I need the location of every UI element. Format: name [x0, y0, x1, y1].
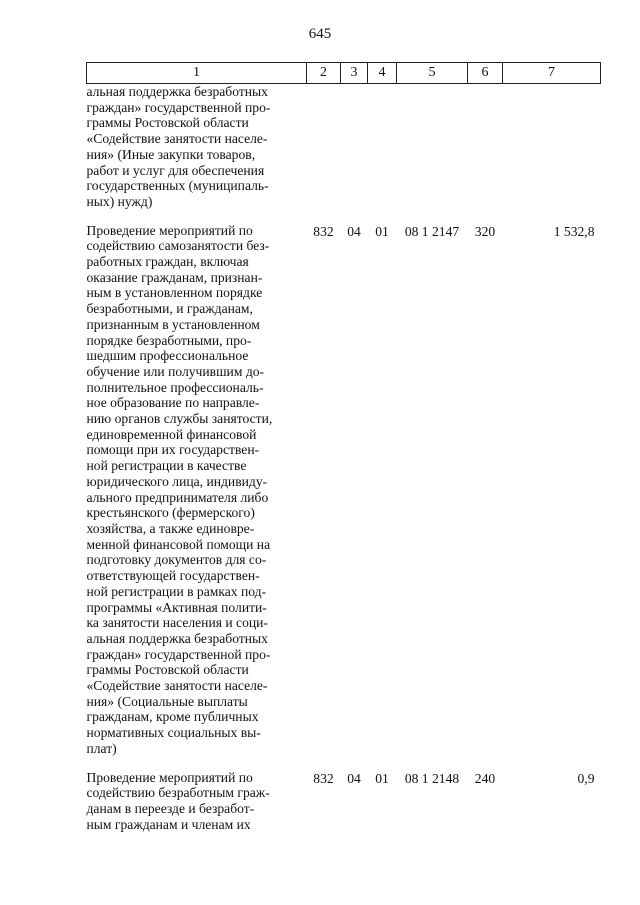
section-code: 04: [347, 223, 361, 239]
description-line: порядке безработными, про-: [86, 332, 252, 348]
description-line: помощи при их государствен-: [86, 442, 260, 458]
description-line: граждан» государственной про-: [86, 99, 271, 115]
column-header-1: 1: [87, 63, 307, 84]
description-line: граммы Ростовской области: [86, 115, 249, 131]
budget-table: [86, 62, 601, 845]
description-line: ка занятости населения и соци-: [86, 615, 268, 631]
description-line: работных граждан, включая: [86, 254, 249, 270]
description-line: ния» (Иные закупки товаров,: [86, 146, 256, 162]
ministry-code: 832: [313, 223, 334, 239]
page-number: 645: [308, 26, 332, 42]
ministry-code: 832: [313, 770, 334, 786]
description-line: ным в установленном порядке: [86, 285, 263, 301]
description-line: Проведение мероприятий по: [86, 222, 253, 238]
row-description: [87, 84, 307, 223]
description-line: программы «Активная полити-: [86, 599, 267, 615]
subsection-code: 01: [375, 223, 389, 239]
description-line: альная поддержка безработных: [86, 630, 268, 646]
amount: 0,9: [577, 770, 595, 786]
description-line: подготовку документов для со-: [86, 552, 267, 568]
description-line: граждан» государственной про-: [86, 646, 271, 662]
description-line: ответствующей государствен-: [86, 568, 260, 584]
subsection-code: 01: [375, 770, 389, 786]
description-line: Проведение мероприятий по: [86, 769, 253, 785]
description-line: менной финансовой помощи на: [86, 536, 271, 552]
description-line: юридического лица, индивиду-: [86, 473, 268, 489]
table-header-row: [87, 63, 601, 84]
table-row: [87, 770, 601, 846]
description-line: признанным в установленном: [86, 316, 260, 332]
description-line: гражданам, кроме публичных: [86, 709, 259, 725]
description-line: содействию самозанятости без-: [86, 238, 270, 254]
description-line: граммы Ростовской области: [86, 662, 249, 678]
description-line: хозяйства, а также единовре-: [86, 520, 255, 536]
description-line: плат): [86, 740, 117, 756]
description-line: данам в переезде и безработ-: [86, 800, 255, 816]
description-line: ной регистрации в качестве: [86, 458, 247, 474]
column-header-5: 5: [397, 63, 468, 84]
column-header-4: 4: [368, 63, 397, 84]
description-line: безработными, и гражданам,: [86, 301, 253, 317]
description-line: крестьянского (фермерского): [86, 505, 255, 521]
section-code: 04: [347, 770, 361, 786]
row-description: [87, 770, 307, 846]
description-line: ным гражданам и членам их: [86, 816, 251, 832]
column-header-3: 3: [341, 63, 368, 84]
description-line: ное образование по направле-: [86, 395, 260, 411]
description-line: содействию безработным граж-: [86, 785, 270, 801]
description-line: ния» (Социальные выплаты: [86, 693, 248, 709]
description-line: единовременной финансовой: [86, 426, 257, 442]
description-line: ального предпринимателя либо: [86, 489, 269, 505]
description-line: альная поддержка безработных: [86, 84, 268, 99]
description-line: обучение или получившим до-: [86, 363, 265, 379]
column-header-7: 7: [503, 63, 601, 84]
description-line: «Содействие занятости населе-: [86, 678, 268, 694]
description-line: ных) нужд): [86, 193, 153, 209]
target-article-code: 08 1 2148: [404, 770, 460, 786]
expense-type-code: 240: [474, 770, 496, 786]
expense-type-code: 320: [474, 223, 496, 239]
target-article-code: 08 1 2147: [404, 223, 460, 239]
description-line: полнительное профессиональ-: [86, 379, 264, 395]
description-line: работ и услуг для обеспечения: [86, 162, 265, 178]
description-line: «Содействие занятости населе-: [86, 131, 268, 147]
description-line: ной регистрации в рамках под-: [86, 583, 267, 599]
description-line: шедшим профессиональное: [86, 348, 249, 364]
amount: 1 532,8: [553, 223, 595, 239]
description-line: нормативных социальных вы-: [86, 725, 261, 741]
row-description: [87, 223, 307, 770]
column-header-6: 6: [468, 63, 503, 84]
description-line: оказание гражданам, признан-: [86, 269, 263, 285]
table-row-continuation: [87, 84, 601, 223]
column-header-2: 2: [307, 63, 341, 84]
description-line: нию органов службы занятости,: [86, 411, 273, 427]
description-line: государственных (муниципаль-: [86, 178, 269, 194]
table-row: [87, 223, 601, 770]
